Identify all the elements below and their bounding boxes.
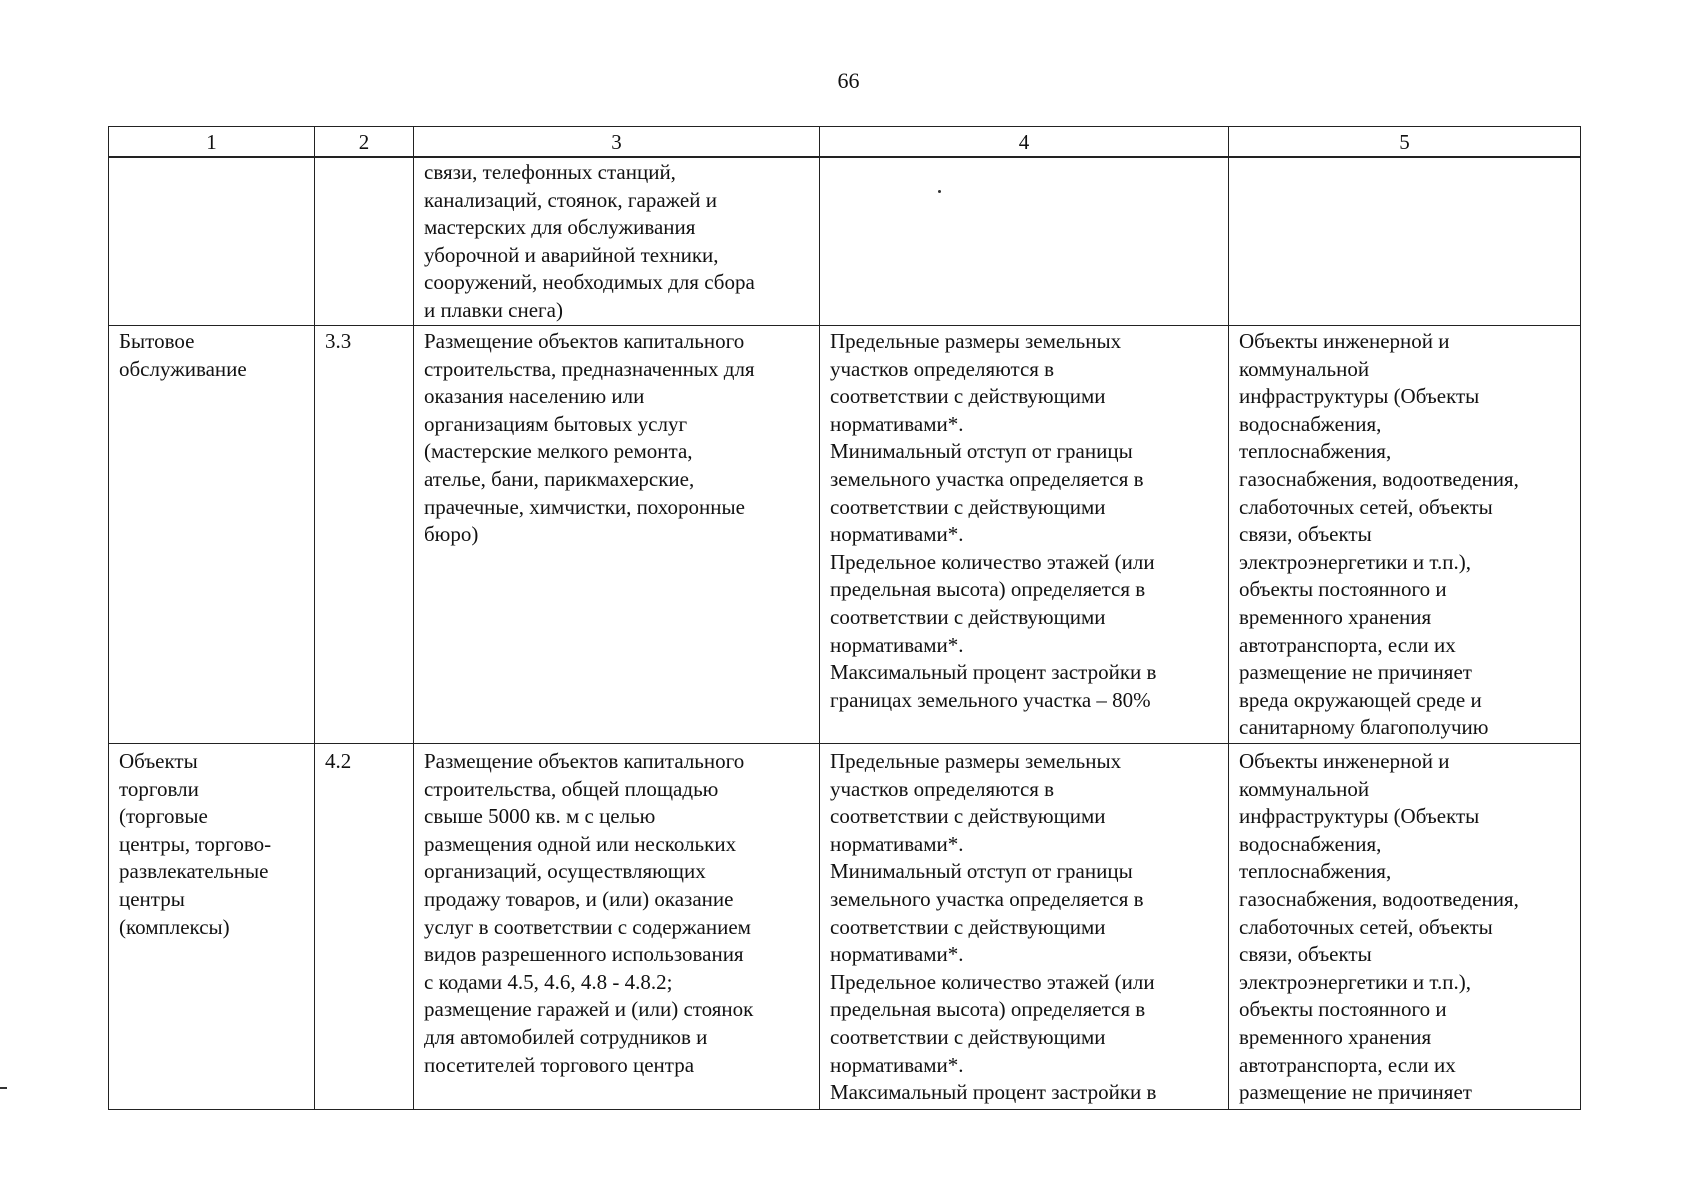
cell-use-description: связи, телефонных станций, канализаций, стоянок, гаражей и мастерских для обслуживания уборочной и аварийной техники, сооружений, необходимых для сбора и плавки снега) xyxy=(414,157,820,325)
cell-auxiliary-uses xyxy=(1229,157,1581,325)
cell-use-name: Объекты торговли (торговые центры, торгово- развлекательные центры (комплексы) xyxy=(109,744,315,1110)
table-header-row xyxy=(109,127,1581,158)
page-number: 66 xyxy=(837,68,860,93)
cell-use-name: Бытовое обслуживание xyxy=(109,326,315,744)
cell-use-description: Размещение объектов капитального строительства, предназначенных для оказания населению или организациям бытовых услуг (мастерские мелкого ремонта, ателье, бани, парикмахерские, прачечные, химчистки, похоронные бюро) xyxy=(414,326,820,744)
cell-use-description: Размещение объектов капитального строительства, общей площадью свыше 5000 кв. м с целью размещения одной или нескольких организаций, осуществляющих продажу товаров, и (или) оказание услуг в соответствии с содержанием видов разрешенного использования с кодами 4.5, 4.6, 4.8 - 4.8.2; размещение гаражей и (или) стоянок для автомобилей сотрудников и посетителей торгового центра xyxy=(414,744,820,1110)
column-header-2: 2 xyxy=(315,127,414,158)
scan-artifact-dash xyxy=(0,1087,7,1089)
scan-artifact-dot xyxy=(938,190,941,193)
column-header-4: 4 xyxy=(820,127,1229,158)
cell-parameters xyxy=(820,157,1229,325)
table-row xyxy=(109,744,1581,1110)
cell-auxiliary-uses: Объекты инженерной и коммунальной инфраструктуры (Объекты водоснабжения, теплоснабжения, газоснабжения, водоотведения, слаботочных сетей, объекты связи, объекты электроэнергетики и т.п.), объекты постоянного и временного хранения автотранспорта, если их размещение не причиняет xyxy=(1229,744,1581,1110)
column-header-3: 3 xyxy=(414,127,820,158)
cell-use-code xyxy=(315,157,414,325)
column-header-5: 5 xyxy=(1229,127,1581,158)
cell-parameters: Предельные размеры земельных участков определяются в соответствии с действующими нормативами*. Минимальный отступ от границы земельного участка определяется в соответствии с действующими нормативами*. Предельное количество этажей (или предельная высота) определяется в соответствии с действующими нормативами*. Максимальный процент застройки в границах земельного участка – 80% xyxy=(820,326,1229,744)
column-header-1: 1 xyxy=(109,127,315,158)
cell-use-name xyxy=(109,157,315,325)
table-row xyxy=(109,157,1581,325)
cell-use-code: 3.3 xyxy=(315,326,414,744)
cell-parameters: Предельные размеры земельных участков определяются в соответствии с действующими нормативами*. Минимальный отступ от границы земельного участка определяется в соответствии с действующими нормативами*. Предельное количество этажей (или предельная высота) определяется в соответствии с действующими нормативами*. Максимальный процент застройки в xyxy=(820,744,1229,1110)
zoning-table xyxy=(108,126,1581,1110)
table-row xyxy=(109,326,1581,744)
cell-use-code: 4.2 xyxy=(315,744,414,1110)
cell-auxiliary-uses: Объекты инженерной и коммунальной инфраструктуры (Объекты водоснабжения, теплоснабжения, газоснабжения, водоотведения, слаботочных сетей, объекты связи, объекты электроэнергетики и т.п.), объекты постоянного и временного хранения автотранспорта, если их размещение не причиняет вреда окружающей среде и санитарному благополучию xyxy=(1229,326,1581,744)
